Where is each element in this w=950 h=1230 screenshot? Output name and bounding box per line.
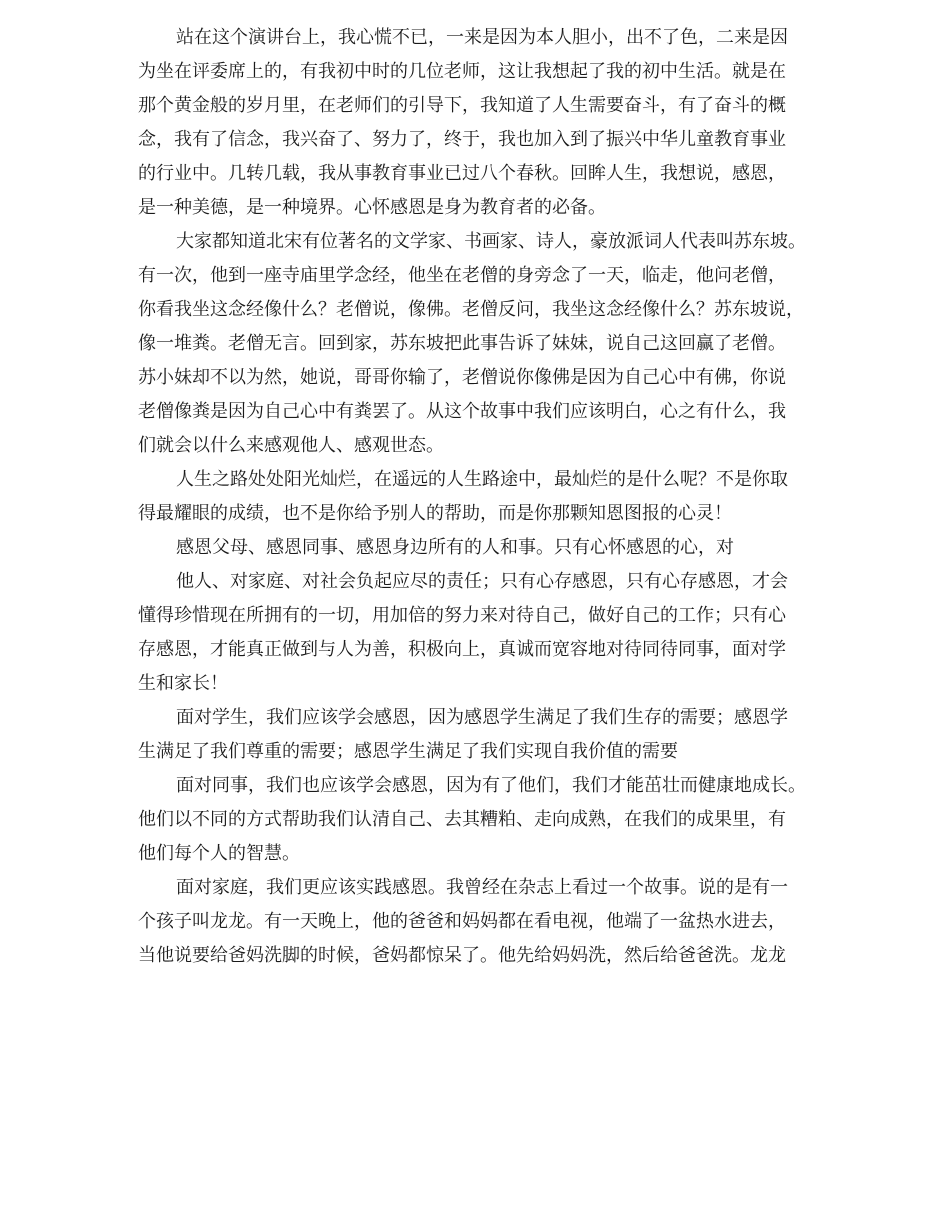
text-line: 有一次，他到一座寺庙里学念经，他坐在老僧的身旁念了一天，临走，他问老僧， — [138, 265, 786, 286]
text-line: 懂得珍惜现在所拥有的一切，用加倍的努力来对待自己，做好自己的工作；只有心 — [138, 605, 786, 626]
text-line: 老僧像粪是因为自己心中有粪罢了。从这个故事中我们应该明白，心之有什么，我 — [138, 401, 786, 422]
text-line: 当他说要给爸妈洗脚的时候，爸妈都惊呆了。他先给妈妈洗，然后给爸爸洗。龙龙 — [138, 945, 786, 966]
text-line: 像一堆粪。老僧无言。回到家，苏东坡把此事告诉了妹妹，说自己这回赢了老僧。 — [138, 333, 786, 354]
text-line: 面对学生，我们应该学会感恩，因为感恩学生满足了我们生存的需要；感恩学 — [176, 707, 788, 728]
text-line: 们就会以什么来感观他人、感观世态。 — [138, 435, 444, 456]
text-line: 念，我有了信念，我兴奋了、努力了，终于，我也加入到了振兴中华儿童教育事业 — [138, 129, 786, 150]
text-line: 他们每个人的智慧。 — [138, 843, 300, 864]
text-line: 为坐在评委席上的，有我初中时的几位老师，这让我想起了我的初中生活。就是在 — [138, 61, 786, 82]
text-line: 得最耀眼的成绩，也不是你给予别人的帮助，而是你那颗知恩图报的心灵！ — [138, 503, 732, 524]
text-line: 存感恩，才能真正做到与人为善，积极向上，真诚而宽容地对待同待同事，面对学 — [138, 639, 786, 660]
text-line: 感恩父母、感恩同事、感恩身边所有的人和事。只有心怀感恩的心，对 — [176, 537, 734, 558]
text-line: 个孩子叫龙龙。有一天晚上，他的爸爸和妈妈都在看电视，他端了一盆热水进去， — [138, 911, 786, 932]
text-line: 生和家长！ — [138, 673, 228, 694]
text-line: 大家都知道北宋有位著名的文学家、书画家、诗人，豪放派词人代表叫苏东坡。 — [176, 231, 806, 252]
text-line: 那个黄金般的岁月里，在老师们的引导下，我知道了人生需要奋斗，有了奋斗的概 — [138, 95, 786, 116]
text-line: 的行业中。几转几载，我从事教育事业已过八个春秋。回眸人生，我想说，感恩， — [138, 163, 786, 184]
text-line: 站在这个演讲台上，我心慌不已，一来是因为本人胆小，出不了色，二来是因 — [176, 27, 788, 48]
text-line: 他人、对家庭、对社会负起应尽的责任；只有心存感恩，只有心存感恩，才会 — [176, 571, 788, 592]
text-line: 你看我坐这念经像什么？老僧说，像佛。老僧反问，我坐这念经像什么？苏东坡说， — [138, 299, 804, 320]
text-line: 生满足了我们尊重的需要；感恩学生满足了我们实现自我价值的需要 — [138, 741, 678, 762]
text-line: 是一种美德，是一种境界。心怀感恩是身为教育者的必备。 — [138, 197, 606, 218]
text-line: 人生之路处处阳光灿烂，在遥远的人生路途中，最灿烂的是什么呢？不是你取 — [176, 469, 788, 490]
text-line: 面对同事，我们也应该学会感恩，因为有了他们，我们才能茁壮而健康地成长。 — [176, 775, 806, 796]
text-line: 他们以不同的方式帮助我们认清自己、去其糟粕、走向成熟，在我们的成果里，有 — [138, 809, 786, 830]
text-line: 苏小妹却不以为然，她说，哥哥你输了，老僧说你像佛是因为自己心中有佛，你说 — [138, 367, 786, 388]
text-line: 面对家庭，我们更应该实践感恩。我曾经在杂志上看过一个故事。说的是有一 — [176, 877, 788, 898]
